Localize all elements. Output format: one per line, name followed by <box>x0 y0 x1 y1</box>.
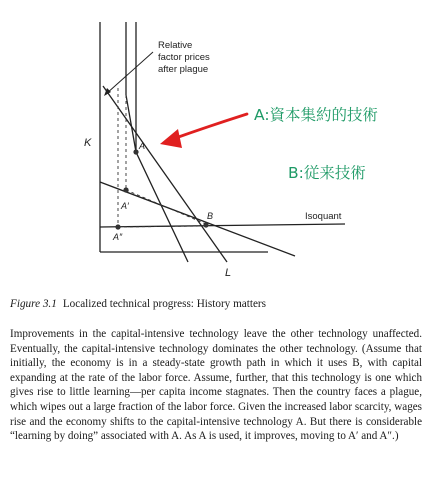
red-arrowhead <box>160 129 182 148</box>
relative-prices-label-1: Relative <box>158 40 193 51</box>
point-b <box>203 222 208 227</box>
red-highlight-arrow <box>170 114 247 140</box>
point-a <box>133 149 138 154</box>
note-a: A:資本集約的技術 <box>254 106 379 124</box>
y-axis-label: K <box>84 137 92 149</box>
relative-prices-label-3: after plague <box>158 64 209 75</box>
relative-prices-label-2: factor prices <box>158 52 210 63</box>
figure-number: Figure 3.1 <box>10 298 57 310</box>
caption-text: Localized technical progress: History matters <box>62 298 266 310</box>
point-b-label: B <box>207 211 214 221</box>
note-b: B:従来技術 <box>288 164 366 182</box>
isoquant-label: Isoquant <box>305 211 342 222</box>
figure-caption <box>10 297 422 311</box>
technology-b-line <box>100 182 295 256</box>
dashed-guide <box>126 190 206 224</box>
point-a-double-prime <box>115 224 120 229</box>
point-a-prime <box>123 187 128 192</box>
body-paragraph: Improvements in the capital-intensive technology leave the other technology unaffected. Eventually, the capital-intensive technology dominates the other technology. (Assume that initially, the economy is in a steady-state growth path in which it uses B, with capital expanding at the rate of the labor force. Assume, further, that this technology is one which gives rise to little learning—per capita income stagnates. Then the country faces a plague, which wipes out a large fraction of the labor force. Given the increased labor scarcity, wages rise and the economy shifts to the capital-intensive technology A. But there is considerable “learning by doing” associated with A. As A is used, it improves, moving to A′ and A″.) <box>10 328 422 443</box>
point-a-prime-label: A′ <box>121 201 129 211</box>
point-a-double-prime-label: A″ <box>113 232 123 242</box>
annotation-pointer <box>106 52 153 94</box>
point-a-label: A <box>139 141 146 151</box>
x-axis-label: L <box>225 267 232 279</box>
